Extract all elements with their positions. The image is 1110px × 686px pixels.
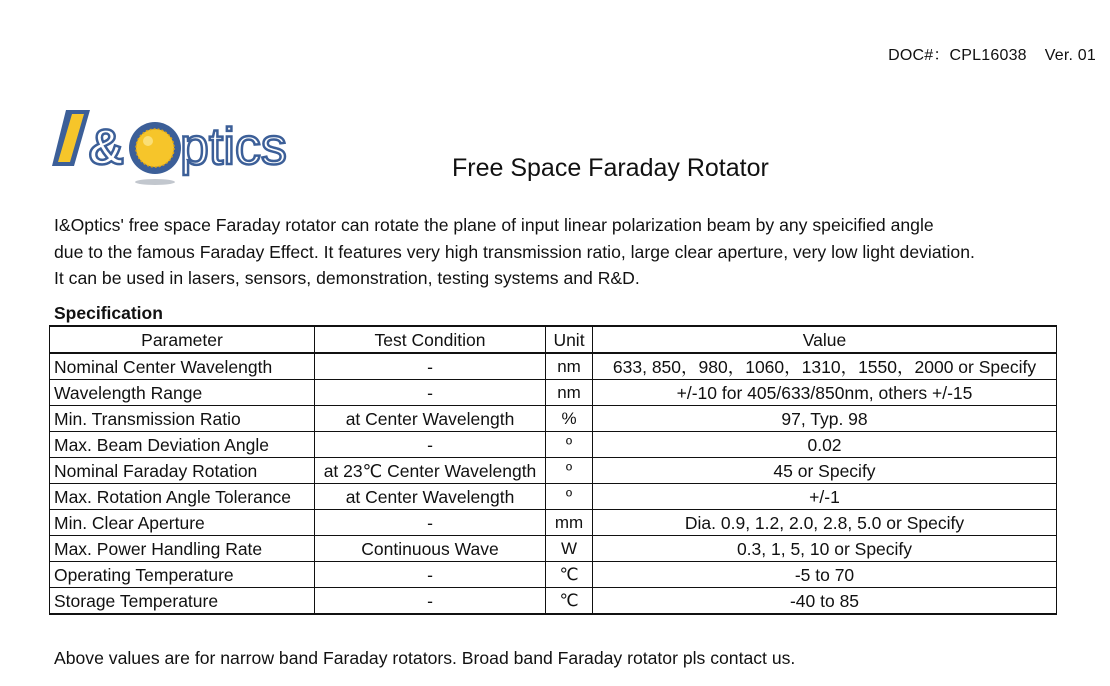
cell-test-condition: - [315,353,546,380]
cell-test-condition: at 23℃ Center Wavelength [315,458,546,484]
cell-parameter: Max. Rotation Angle Tolerance [50,484,315,510]
logo-ptics: ptics [180,118,287,176]
cell-value: 633, 850，980，1060，1310，1550，2000 or Specify [593,353,1057,380]
table-row [50,406,1057,432]
table-row [50,562,1057,588]
cell-parameter: Nominal Center Wavelength [50,353,315,380]
table-row [50,588,1057,615]
cell-unit: % [546,406,593,432]
cell-unit: mm [546,510,593,536]
cell-parameter: Nominal Faraday Rotation [50,458,315,484]
cell-value: +/-10 for 405/633/850nm, others +/-15 [593,380,1057,406]
intro-line: I&Optics' free space Faraday rotator can rotate the plane of input linear polarization beam by any speicified angle [54,215,934,235]
cell-value: +/-1 [593,484,1057,510]
cell-test-condition: - [315,510,546,536]
cell-unit: W [546,536,593,562]
cell-parameter: Wavelength Range [50,380,315,406]
logo-lens-icon [129,122,181,185]
cell-unit: ℃ [546,588,593,615]
cell-parameter: Max. Power Handling Rate [50,536,315,562]
header-unit: Unit [546,326,593,353]
footer-note: Above values are for narrow band Faraday rotators. Broad band Faraday rotator pls contact us. [54,648,796,668]
cell-unit: º [546,484,593,510]
page-title: Free Space Faraday Rotator [452,154,769,182]
cell-parameter: Operating Temperature [50,562,315,588]
cell-unit: nm [546,353,593,380]
cell-value: 0.02 [593,432,1057,458]
table-row [50,484,1057,510]
table-row [50,432,1057,458]
cell-test-condition: at Center Wavelength [315,484,546,510]
table-row [50,510,1057,536]
header-test-condition: Test Condition [315,326,546,353]
cell-parameter: Max. Beam Deviation Angle [50,432,315,458]
cell-value: 0.3, 1, 5, 10 or Specify [593,536,1057,562]
table-row [50,458,1057,484]
header-parameter: Parameter [50,326,315,353]
cell-value: -5 to 70 [593,562,1057,588]
cell-unit: ℃ [546,562,593,588]
intro-paragraph [54,212,1094,292]
table-header-row [50,326,1057,353]
cell-value: Dia. 0.9, 1.2, 2.0, 2.8, 5.0 or Specify [593,510,1057,536]
cell-unit: º [546,432,593,458]
cell-value: 97, Typ. 98 [593,406,1057,432]
cell-unit: º [546,458,593,484]
intro-line: due to the famous Faraday Effect. It features very high transmission ratio, large clear aperture, very low light deviation. [54,241,975,262]
table-row [50,353,1057,380]
intro-line: It can be used in lasers, sensors, demonstration, testing systems and R&D. [54,268,640,288]
specification-table [49,325,1057,615]
doc-number: DOC#：CPL16038 [888,47,1027,64]
cell-value: 45 or Specify [593,458,1057,484]
logo-ampersand: & [88,119,125,175]
cell-parameter: Storage Temperature [50,588,315,615]
cell-parameter: Min. Transmission Ratio [50,406,315,432]
doc-version: Ver. 01 [1044,47,1096,64]
cell-test-condition: - [315,380,546,406]
cell-test-condition: - [315,432,546,458]
company-logo [52,102,310,194]
cell-test-condition: - [315,562,546,588]
cell-unit: nm [546,380,593,406]
spec-heading: Specification [54,303,163,323]
cell-value: -40 to 85 [593,588,1057,615]
document-header [888,42,1096,65]
table-row [50,380,1057,406]
table-row [50,536,1057,562]
cell-parameter: Min. Clear Aperture [50,510,315,536]
cell-test-condition: Continuous Wave [315,536,546,562]
cell-test-condition: at Center Wavelength [315,406,546,432]
header-value: Value [593,326,1057,353]
cell-test-condition: - [315,588,546,615]
